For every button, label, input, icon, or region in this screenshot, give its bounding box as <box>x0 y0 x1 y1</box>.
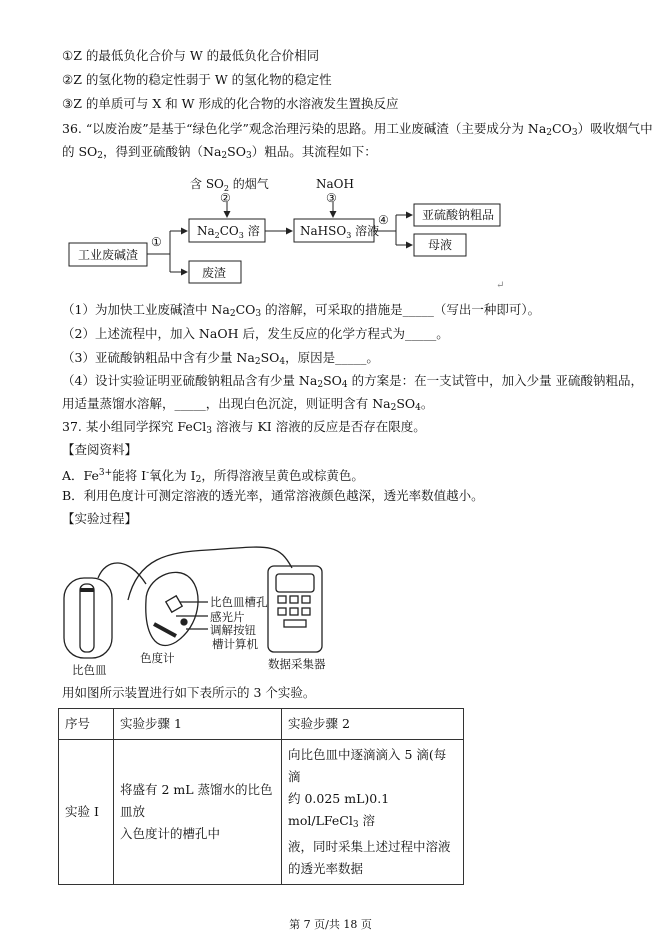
collector-screen <box>276 574 314 592</box>
label-colorimeter: 色度计 <box>140 651 175 665</box>
apparatus-diagram <box>58 538 378 678</box>
label-cuvette: 比色皿 <box>72 663 107 677</box>
flow-naoh-label: NaOH <box>316 177 354 191</box>
table-header-row <box>59 709 464 740</box>
procedure-title: 【实验过程】 <box>62 511 138 526</box>
option-1: ①Z 的最低负化合价与 W 的最低负化合价相同 <box>62 48 320 63</box>
flow-product-label: 亚硫酸钠粗品 <box>422 208 495 222</box>
cuvette-slot <box>166 596 182 612</box>
q36-stem-line2: 的 $SO_2$，得到亚硫酸钠$(Na_2SO_3)$粗品。其流程如下： <box>62 144 377 161</box>
q36-part-4-line1: （4）设计实验证明亚硫酸钠粗品含有少量 $Na_2SO_4$ 的方案是：在一支试管中，加入少量 亚硫酸钠粗品， <box>62 373 644 390</box>
label-cuvette-slot: 比色皿槽孔 <box>210 595 268 609</box>
page-footer: 第 7 页/共 18 页 <box>289 918 372 931</box>
flow-residue-label: 废渣 <box>202 266 227 280</box>
flow-na2co3-label: $Na_2CO_3$ 溶 <box>197 224 260 240</box>
q36-stem-line1: 36. “以废治废”是基于“绿色化学”观念治理污染的思路。用工业废碱渣（主要成分为 $Na_2CO_3$）吸收烟气中 <box>62 121 653 138</box>
label-knob: 调解按钮 <box>210 623 256 637</box>
flow-step-2: ② <box>220 191 231 205</box>
flow-step-3: ③ <box>326 191 337 205</box>
flow-start-label: 工业废碱渣 <box>78 248 139 262</box>
label-collector: 数据采集器 <box>268 657 326 671</box>
flow-mother-label: 母液 <box>428 238 453 252</box>
header-id: 序号 <box>59 709 114 740</box>
option-3: ③Z 的单质可与 X 和 W 形成的化合物的水溶液发生置换反应 <box>62 96 399 111</box>
label-slot-computer: 槽计算机 <box>212 637 258 651</box>
cuvette-tube <box>80 584 94 652</box>
experiment-table <box>58 708 464 885</box>
row-step2: 向比色皿中逐滴滴入 5 滴(每滴 约 0.025 mL)0.1 mol/LFeCl$_3$ 溶 液，同时采集上述过程中溶液 的透光率数据 <box>282 740 464 885</box>
q36-part-2: （2）上述流程中，加入 NaOH 后，发生反应的化学方程式为_____。 <box>62 326 449 341</box>
row-step1: 将盛有 2 mL 蒸馏水的比色皿放 入色度计的槽孔中 <box>114 740 282 885</box>
header-step1: 实验步骤 1 <box>114 709 282 740</box>
reference-a: A．$Fe^{3+}$能将 I-氧化为 $I_2$，所得溶液呈黄色或棕黄色。 <box>62 468 364 485</box>
return-mark: ↵ <box>496 280 505 291</box>
row-id: 实验 I <box>59 740 114 885</box>
sensor-bar <box>154 624 176 636</box>
table-row <box>59 740 464 885</box>
q36-part-4-line2: 用适量蒸馏水溶解，_____，出现白色沉淀，则证明含有 $Na_2SO_4$。 <box>62 396 434 413</box>
flow-step-4: ④ <box>378 213 389 227</box>
process-flow-diagram <box>60 172 520 294</box>
option-2: ②Z 的氢化物的稳定性弱于 W 的氢化物的稳定性 <box>62 72 332 87</box>
reference-title: 【查阅资料】 <box>62 442 138 457</box>
header-step2: 实验步骤 2 <box>282 709 464 740</box>
reference-b: B．利用色度计可测定溶液的透光率，通常溶液颜色越深，透光率数值越小。 <box>62 488 484 503</box>
adjust-knob <box>181 619 187 625</box>
table-intro: 用如图所示装置进行如下表所示的 3 个实验。 <box>62 685 316 700</box>
flow-nahso3-label: NaHSO$_3$ 溶液 <box>300 224 380 240</box>
flow-gas-label: 含 $SO_2$ 的烟气 <box>190 177 269 193</box>
q36-part-3: （3）亚硫酸钠粗品中含有少量 $Na_2SO_4$，原因是_____。 <box>62 350 379 367</box>
q36-part-1: （1）为加快工业废碱渣中 $Na_2CO_3$ 的溶解，可采取的措施是_____（写出一种即可）。 <box>62 302 541 319</box>
flow-step-1: ① <box>151 235 162 249</box>
q37-stem: 37. 某小组同学探究 FeCl$_3$ 溶液与 KI 溶液的反应是否存在限度。 <box>62 419 426 436</box>
label-sensor: 感光片 <box>210 610 245 624</box>
